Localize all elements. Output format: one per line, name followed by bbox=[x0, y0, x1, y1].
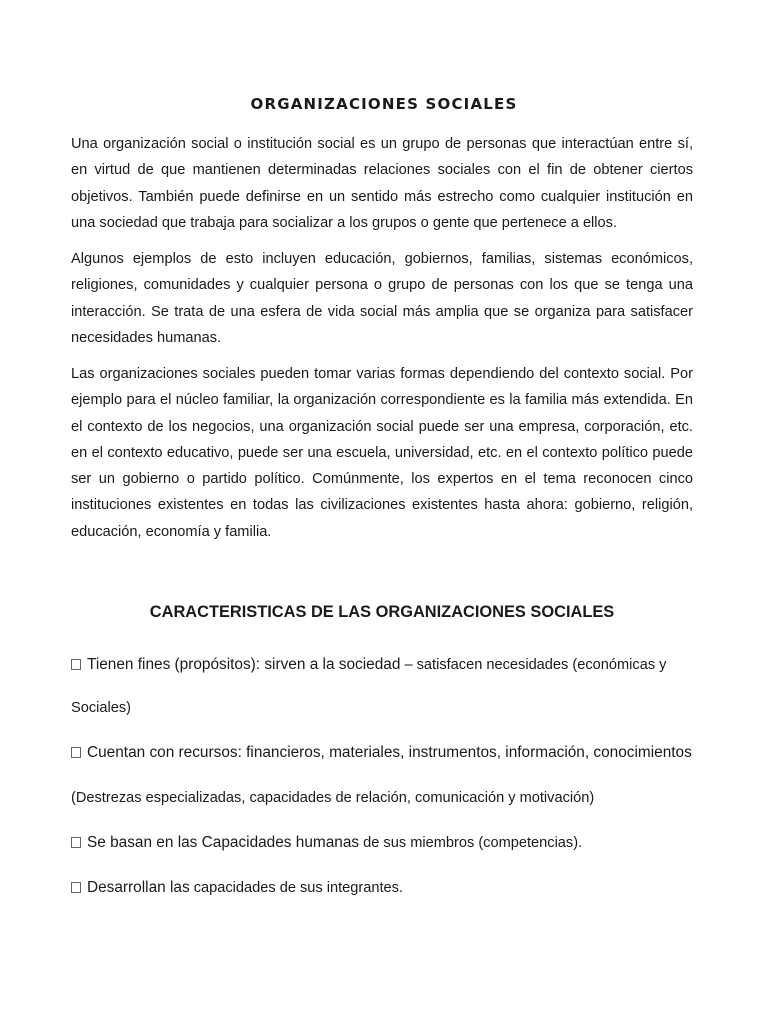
bullet-box-icon bbox=[71, 837, 81, 848]
characteristic-item bbox=[71, 655, 711, 675]
characteristic-item bbox=[71, 743, 711, 763]
characteristic-continuation: (Destrezas especializadas, capacidades de relación, comunicación y motivación) bbox=[71, 790, 595, 806]
characteristic-lead: Se basan en las Capacidades humanas bbox=[87, 834, 360, 851]
paragraph-forms: Las organizaciones sociales pueden tomar varias formas dependiendo del contexto social. Por ejemplo para el núcleo familiar, la organización correspondiente es la familia más extendida. En el contexto de los negocios, una organización social puede ser una empresa, corporación, etc. en el contexto educativo, puede ser una escuela, universidad, etc. en el contexto político puede ser un gobierno o partido político. Comúnmente, los expertos en el tema reconocen cinco instituciones existentes en todas las civilizaciones existentes hasta ahora: gobierno, religión, educación, economía y familia. bbox=[71, 366, 693, 540]
characteristic-item bbox=[71, 833, 711, 853]
characteristic-lead: Cuentan con recursos: financieros, materiales, instrumentos, información, conocimientos bbox=[87, 744, 692, 761]
characteristic-rest: capacidades de sus integrantes. bbox=[189, 880, 404, 896]
section-heading: CARACTERISTICAS DE LAS ORGANIZACIONES SOCIALES bbox=[149, 603, 615, 621]
bullet-box-icon bbox=[71, 659, 81, 670]
bullet-box-icon bbox=[71, 882, 81, 893]
paragraph-examples: Algunos ejemplos de esto incluyen educación, gobiernos, familias, sistemas económicos, religiones, comunidades y cualquier persona o grupo de personas con los que se tenga una interacción. Se trata de una esfera de vida social más amplia que se organiza para satisfacer necesidades humanas. bbox=[71, 251, 693, 346]
document-title: ORGANIZACIONES SOCIALES bbox=[250, 95, 518, 113]
characteristic-item bbox=[71, 878, 711, 898]
paragraph-definition: Una organización social o institución social es un grupo de personas que interactúan entre sí, en virtud de que mantienen determinadas relaciones sociales con el fin de obtener ciertos objetivos. También puede definirse en un sentido más estrecho como cualquier institución en una sociedad que trabaja para socializar a los grupos o gente que pertenece a ellos. bbox=[71, 136, 693, 231]
characteristic-lead: Desarrollan las bbox=[87, 879, 190, 896]
characteristic-continuation: Sociales) bbox=[71, 700, 132, 716]
characteristic-rest: de sus miembros (competencias). bbox=[359, 835, 583, 851]
bullet-box-icon bbox=[71, 747, 81, 758]
characteristic-rest: – satisfacen necesidades (económicas y bbox=[400, 657, 667, 673]
characteristic-lead: Tienen fines (propósitos): sirven a la sociedad bbox=[87, 656, 401, 673]
